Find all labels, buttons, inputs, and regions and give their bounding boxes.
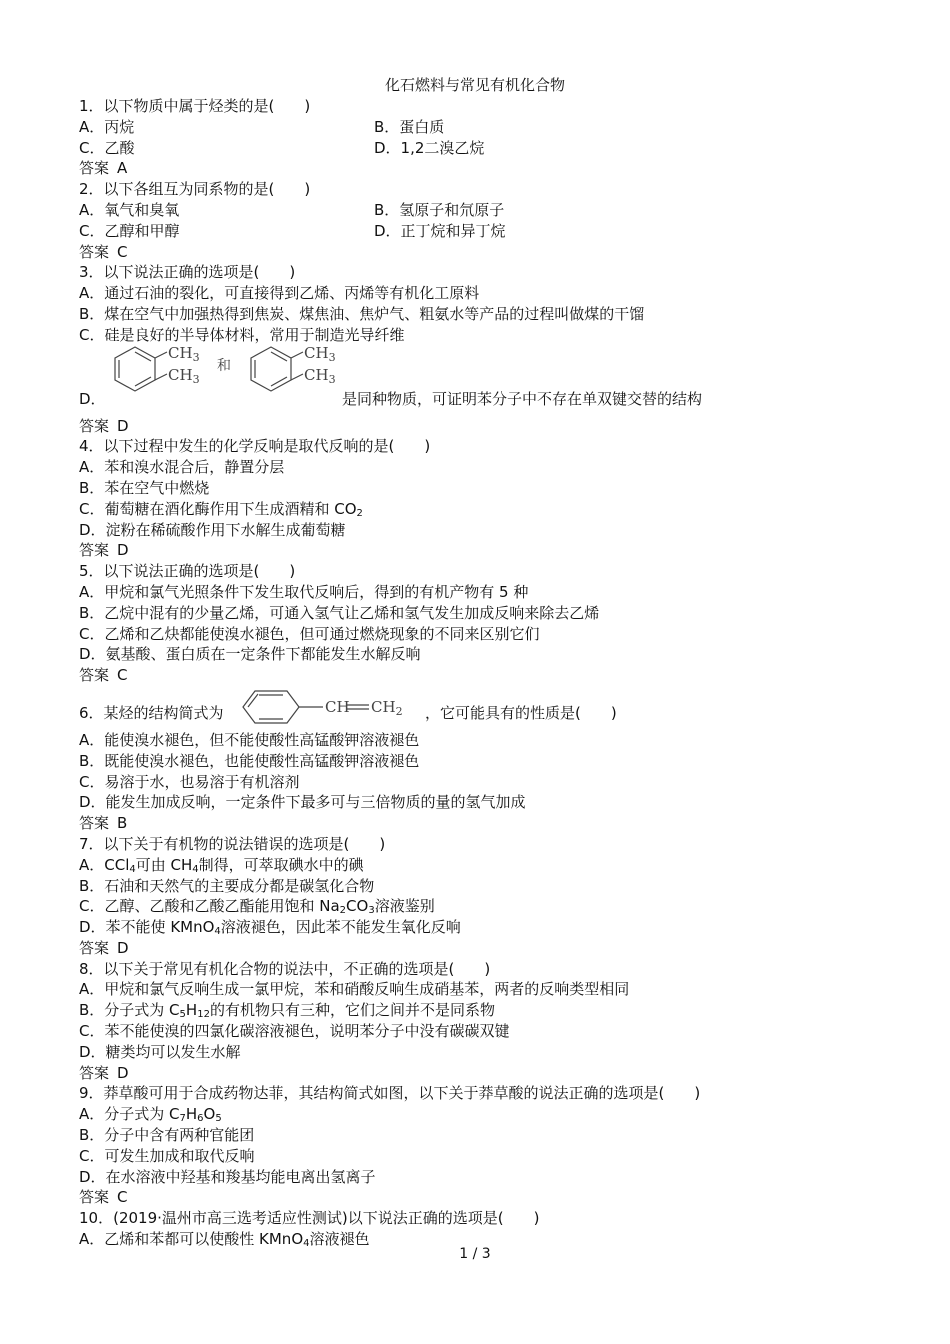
option-d-text: 是同种物质，可证明苯分子中不存在单双键交替的结构 — [342, 389, 703, 408]
option-d: D．氨基酸、蛋白质在一定条件下都能发生水解反响 — [79, 645, 421, 664]
styrene-structure-formula — [239, 688, 424, 728]
ch2-group: $CH_2$ — [371, 697, 403, 718]
answer-label: 答案 — [79, 814, 110, 833]
question-6-stem — [79, 686, 879, 730]
answer-value: C — [117, 242, 128, 261]
answer-value: D — [117, 416, 129, 435]
question-7-answer — [79, 938, 879, 959]
option-b: B．苯在空气中燃烧 — [79, 478, 210, 497]
question-6-answer — [79, 813, 879, 834]
option-a: A．苯和溴水混合后，静置分层 — [79, 458, 285, 477]
answer-label: 答案 — [79, 938, 110, 957]
methyl-group: $CH_3$ — [304, 345, 336, 364]
answer-value: C — [117, 1188, 128, 1207]
answer-value: C — [117, 666, 128, 685]
benzene-ring-inner — [248, 694, 283, 719]
option-a: A．甲烷和氯气反响生成一氯甲烷，苯和硝酸反响生成硝基苯，两者的反响类型相同 — [79, 980, 630, 999]
double-bond — [347, 705, 369, 709]
option-d: D．糖类均可以发生水解 — [79, 1042, 241, 1061]
option-d: D．淀粉在稀硫酸作用下水解生成葡萄糖 — [79, 520, 346, 539]
option-b: B．乙烷中混有的少量乙烯，可通入氢气让乙烯和氢气发生加成反响来除去乙烯 — [79, 603, 600, 622]
benzene-ring — [243, 691, 299, 723]
option-c: C．乙酸 — [79, 138, 135, 157]
option-a: A．CCl$_4$可由 $CH_4$制得，可萃取碘水中的碘 — [79, 855, 364, 875]
option-b: B．既能使溴水褪色，也能使酸性高锰酸钾溶液褪色 — [79, 751, 420, 770]
option-b: B．氢原子和氘原子 — [374, 200, 505, 219]
option-c: C．乙烯和乙炔都能使溴水褪色，但可通过燃烧现象的不同来区别它们 — [79, 624, 540, 643]
ch-group: CH — [325, 697, 350, 716]
answer-label: 答案 — [79, 159, 110, 178]
methyl-bonds-2 — [291, 352, 303, 380]
question-1-options-row-1 — [79, 117, 879, 138]
option-c: C．可发生加成和取代反响 — [79, 1146, 255, 1165]
question-2-answer — [79, 242, 879, 263]
option-b: B．分子中含有两种官能团 — [79, 1126, 255, 1145]
question-5-stem: 5．以下说法正确的选项是( ) — [79, 562, 296, 581]
question-9-answer — [79, 1187, 879, 1208]
option-a: A．分子式为 $C_7H_6O_5$ — [79, 1105, 222, 1125]
question-4-stem: 4．以下过程中发生的化学反响是取代反响的是( ) — [79, 437, 431, 456]
question-8-answer — [79, 1063, 879, 1084]
question-9-stem: 9．莽草酸可用于合成药物达菲，其结构简式如图，以下关于莽草酸的说法正确的选项是( ) — [79, 1084, 701, 1103]
methyl-group: $CH_3$ — [304, 365, 336, 386]
question-3-stem: 3．以下说法正确的选项是( ) — [79, 263, 296, 282]
option-b: B．蛋白质 — [374, 117, 445, 136]
question-4-answer — [79, 540, 879, 561]
benzene-ring-1-inner — [119, 352, 151, 386]
question-list — [79, 96, 879, 1250]
question-3-option-d — [79, 346, 879, 416]
question-7-stem: 7．以下关于有机物的说法错误的选项是( ) — [79, 834, 386, 853]
benzene-ring-2-inner — [255, 352, 287, 386]
answer-value: D — [117, 1063, 129, 1082]
answer-value: B — [117, 814, 128, 833]
option-a: A．乙烯和苯都可以使酸性 KMnO$_4$溶液褪色 — [79, 1230, 370, 1250]
question-10-stem: 10．(2019·温州市高三选考适应性测试)以下说法正确的选项是( ) — [79, 1209, 540, 1228]
option-a: A．丙烷 — [79, 117, 135, 136]
question-1-options-row-2 — [79, 138, 879, 159]
question-2-options-row-2 — [79, 221, 879, 242]
xylene-structure-formulas — [105, 346, 340, 412]
answer-label: 答案 — [79, 541, 110, 560]
benzene-ring-1 — [115, 347, 155, 391]
answer-label: 答案 — [79, 1188, 110, 1207]
answer-label: 答案 — [79, 666, 110, 685]
question-6-stem-pre: 6．某烃的结构简式为 — [79, 704, 224, 723]
question-6-stem-post: ，它可能具有的性质是( ) — [425, 704, 617, 723]
option-a: A．氧气和臭氧 — [79, 200, 180, 219]
option-d: D．苯不能使 KMnO$_4$溶液褪色，因此苯不能发生氧化反响 — [79, 918, 461, 938]
option-d: D．1,2二溴乙烷 — [374, 138, 485, 157]
question-2-options-row-1 — [79, 200, 879, 221]
question-5-answer — [79, 665, 879, 686]
option-d: D．正丁烷和异丁烷 — [374, 221, 506, 240]
answer-label: 答案 — [79, 416, 110, 435]
answer-label: 答案 — [79, 1063, 110, 1082]
option-c: C．苯不能使溴的四氯化碳溶液褪色，说明苯分子中没有碳碳双键 — [79, 1022, 510, 1041]
question-2-stem: 2．以下各组互为同系物的是( ) — [79, 180, 311, 199]
option-c: C．硅是良好的半导体材料，常用于制造光导纤维 — [79, 325, 405, 344]
option-c: C．易溶于水，也易溶于有机溶剂 — [79, 772, 300, 791]
option-c: C．葡萄糖在酒化酶作用下生成酒精和 $CO_2$ — [79, 499, 363, 519]
question-1-answer — [79, 158, 879, 179]
option-b: B．石油和天然气的主要成分都是碳氢化合物 — [79, 876, 375, 895]
answer-value: D — [117, 938, 129, 957]
answer-value: D — [117, 541, 129, 560]
option-c: C．乙醇、乙酸和乙酸乙酯能用饱和 $Na_2CO_3$溶液鉴别 — [79, 897, 435, 917]
option-c: C．乙醇和甲醇 — [79, 221, 180, 240]
option-a: A．能使溴水褪色，但不能使酸性高锰酸钾溶液褪色 — [79, 730, 420, 749]
methyl-bonds-1 — [155, 352, 167, 380]
option-d: D．能发生加成反响，一定条件下最多可与三倍物质的量的氢气加成 — [79, 793, 526, 812]
answer-label: 答案 — [79, 242, 110, 261]
option-b: B．煤在空气中加强热得到焦炭、煤焦油、焦炉气、粗氨水等产品的过程叫做煤的干馏 — [79, 304, 645, 323]
option-a: A．甲烷和氯气光照条件下发生取代反响后，得到的有机产物有 5 种 — [79, 582, 529, 601]
option-d-label: D． — [79, 389, 106, 408]
option-a: A．通过石油的裂化，可直接得到乙烯、丙烯等有机化工原料 — [79, 284, 480, 303]
question-3-answer — [79, 416, 879, 437]
methyl-group: $CH_3$ — [168, 365, 200, 386]
conjunction-he: 和 — [217, 357, 231, 374]
page-number: 1 / 3 — [459, 1246, 491, 1262]
question-1-stem: 1．以下物质中属于烃类的是( ) — [79, 97, 311, 115]
benzene-ring-2 — [251, 347, 291, 391]
methyl-group: $CH_3$ — [168, 345, 200, 364]
option-b: B．分子式为 $C_5H_{12}$的有机物只有三种，它们之间并不是同系物 — [79, 1001, 495, 1021]
page-title: 化石燃料与常见有机化合物 — [384, 76, 565, 94]
option-d: D．在水溶液中羟基和羧基均能电离出氢离子 — [79, 1167, 376, 1186]
answer-value: A — [117, 159, 128, 178]
question-8-stem: 8．以下关于常见有机化合物的说法中，不正确的选项是( ) — [79, 959, 491, 978]
